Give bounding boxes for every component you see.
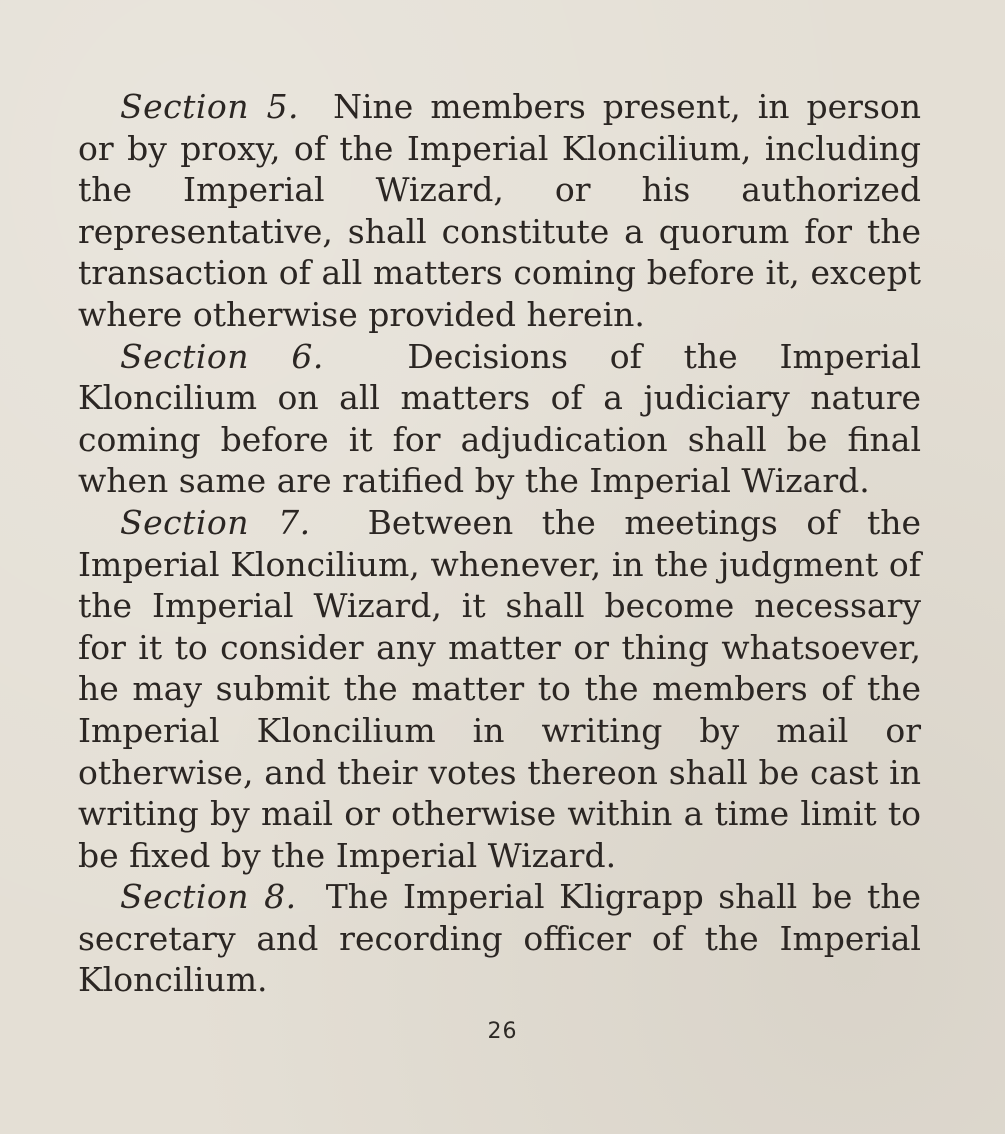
section-8-text: The Imperial Kligrapp shall be the secretary and recording officer of the Imperial Kloncilium. xyxy=(78,877,921,1000)
page-body xyxy=(78,86,921,1001)
section-6-label: Section 6. xyxy=(120,336,324,376)
section-8-paragraph xyxy=(78,876,921,1001)
section-5-label: Section 5. xyxy=(120,87,300,126)
section-7-paragraph xyxy=(78,502,921,876)
section-7-text: Between the meetings of the Imperial Kloncilium, whenever, in the judgment of the Imperial Wizard, it shall become necessary for it to consider any matter or thing whatsoever, he may submit the matter to the members of the Imperial Kloncilium in writing by mail or otherwise, and their votes thereon shall be cast in writing by mail or otherwise within a time limit to be fixed by the Imperial Wizard. xyxy=(78,502,921,875)
page-number: 26 xyxy=(487,1019,518,1044)
section-5-paragraph xyxy=(78,86,921,336)
section-5-text: Nine members present, in person or by proxy, of the Imperial Kloncilium, including the Imperial Wizard, or his authorized representative, shall constitute a quorum for the transaction of all matters coming before it, except where otherwise provided herein. xyxy=(78,87,922,334)
section-6-paragraph xyxy=(78,336,921,502)
section-8-label: Section 8. xyxy=(120,877,297,917)
section-6-text: Decisions of the Imperial Kloncilium on all matters of a judiciary nature coming before it for adjudication shall be final when same are ratified by the Imperial Wizard. xyxy=(78,336,921,501)
section-7-label: Section 7. xyxy=(120,502,311,542)
